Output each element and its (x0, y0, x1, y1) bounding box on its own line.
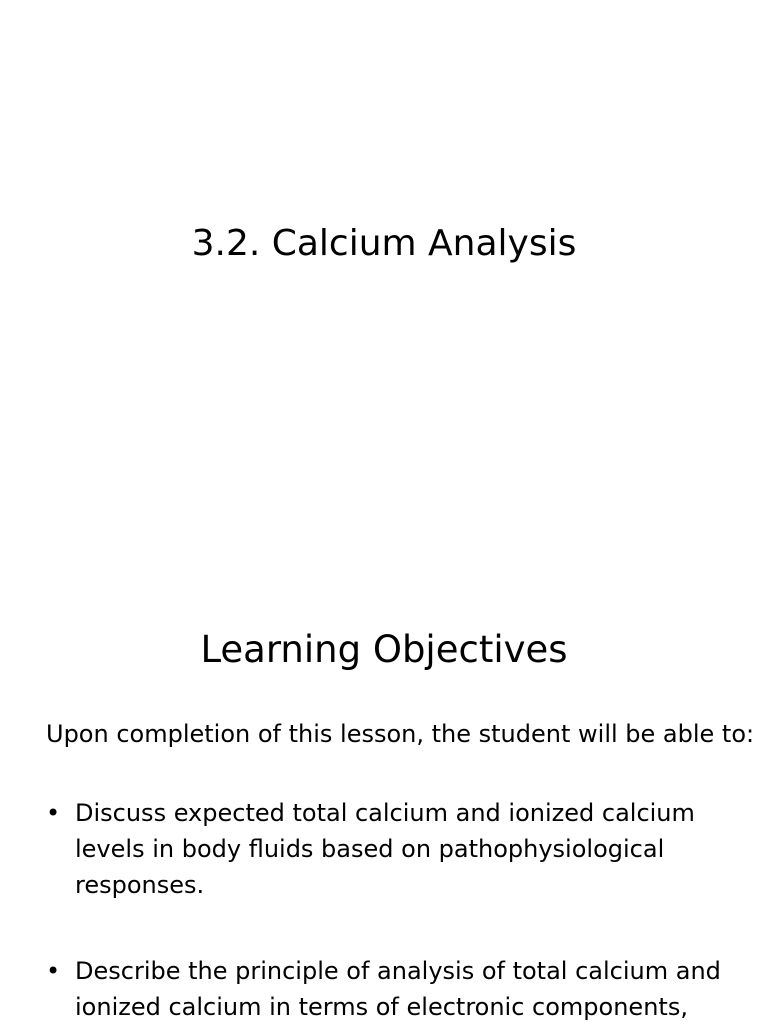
bullet-icon: • (46, 799, 61, 827)
bullet-icon: • (46, 957, 61, 985)
intro-text: Upon completion of this lesson, the student will be able to: (46, 720, 755, 748)
list-item (46, 953, 736, 1025)
bullet-text: Discuss expected total calcium and ionized calcium levels in body fluids based on pathophysiological responses. (75, 799, 695, 899)
objectives-list-1 (46, 795, 736, 903)
list-item (46, 795, 736, 903)
learning-objectives-heading: Learning Objectives (200, 628, 568, 671)
slide-title: 3.2. Calcium Analysis (191, 223, 577, 264)
bullet-text: Describe the principle of analysis of total calcium and ionized calcium in terms of electronic components, (75, 957, 721, 1021)
objectives-list-2 (46, 953, 736, 1025)
